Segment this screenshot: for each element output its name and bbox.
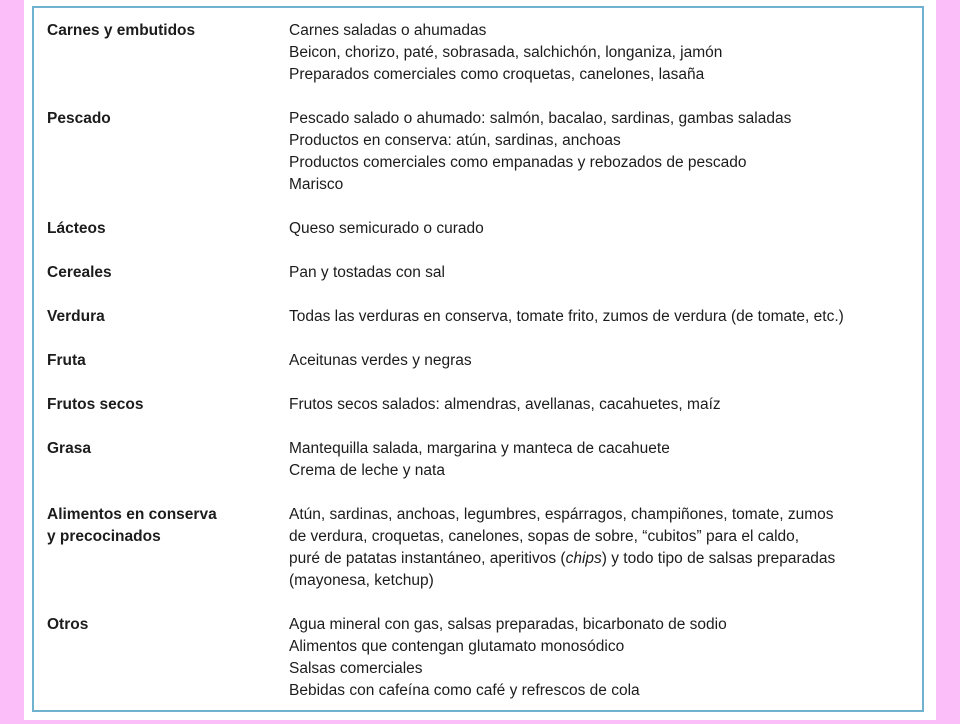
item-line: Bebidas con cafeína como café y refrescos de cola [289,682,640,699]
table-row [47,108,917,196]
table-row [47,394,917,416]
item-line: Alimentos que contengan glutamato monosódico [289,638,625,655]
category-label: Otros [47,616,89,633]
food-table [47,20,917,724]
item-line: Atún, sardinas, anchoas, legumbres, espárragos, champiñones, tomate, zumos [289,506,834,523]
item-list [289,504,917,592]
item-list [289,614,917,702]
table-row [47,262,917,284]
slide [24,0,936,720]
item-list [289,394,917,416]
item-list [289,262,917,284]
table-row [47,614,917,702]
item-list [289,218,917,240]
item-list [289,306,917,328]
item-line: Queso semicurado o curado [289,220,484,237]
item-line: Productos en conserva: atún, sardinas, anchoas [289,132,621,149]
category-label: Pescado [47,110,111,127]
item-line: Pescado salado o ahumado: salmón, bacalao, sardinas, gambas saladas [289,110,792,127]
table-row [47,20,917,86]
item-line: puré de patatas instantáneo, aperitivos (chips) y todo tipo de salsas preparadas [289,550,836,567]
item-line: Mantequilla salada, margarina y manteca de cacahuete [289,440,670,457]
category-label: Fruta [47,352,86,369]
table-row [47,218,917,240]
item-line: (mayonesa, ketchup) [289,572,434,589]
category-label: Alimentos en conserva y precocinados [47,506,217,545]
item-list [289,20,917,86]
item-list [289,438,917,482]
table-row [47,504,917,592]
item-line: Beicon, chorizo, paté, sobrasada, salchichón, longaniza, jamón [289,44,723,61]
table-row [47,350,917,372]
table-row [47,438,917,482]
category-label: Verdura [47,308,105,325]
item-line: Pan y tostadas con sal [289,264,445,281]
item-line: de verdura, croquetas, canelones, sopas de sobre, “cubitos” para el caldo, [289,528,800,545]
item-line: Carnes saladas o ahumadas [289,22,487,39]
item-list [289,108,917,196]
item-line: Productos comerciales como empanadas y rebozados de pescado [289,154,747,171]
item-line: Agua mineral con gas, salsas preparadas, bicarbonato de sodio [289,616,727,633]
category-label: Cereales [47,264,112,281]
table-row [47,306,917,328]
item-line: Marisco [289,176,344,193]
category-label: Frutos secos [47,396,144,413]
category-label: Lácteos [47,220,106,237]
item-line: Todas las verduras en conserva, tomate frito, zumos de verdura (de tomate, etc.) [289,308,844,325]
item-line: Preparados comerciales como croquetas, canelones, lasaña [289,66,705,83]
category-label: Carnes y embutidos [47,22,196,39]
item-list [289,350,917,372]
item-line: Salsas comerciales [289,660,423,677]
category-label: Grasa [47,440,91,457]
item-line: Aceitunas verdes y negras [289,352,472,369]
item-line: Frutos secos salados: almendras, avellanas, cacahuetes, maíz [289,396,721,413]
italic-word: chips [565,550,602,567]
table-frame [32,6,924,712]
item-line: Crema de leche y nata [289,462,445,479]
